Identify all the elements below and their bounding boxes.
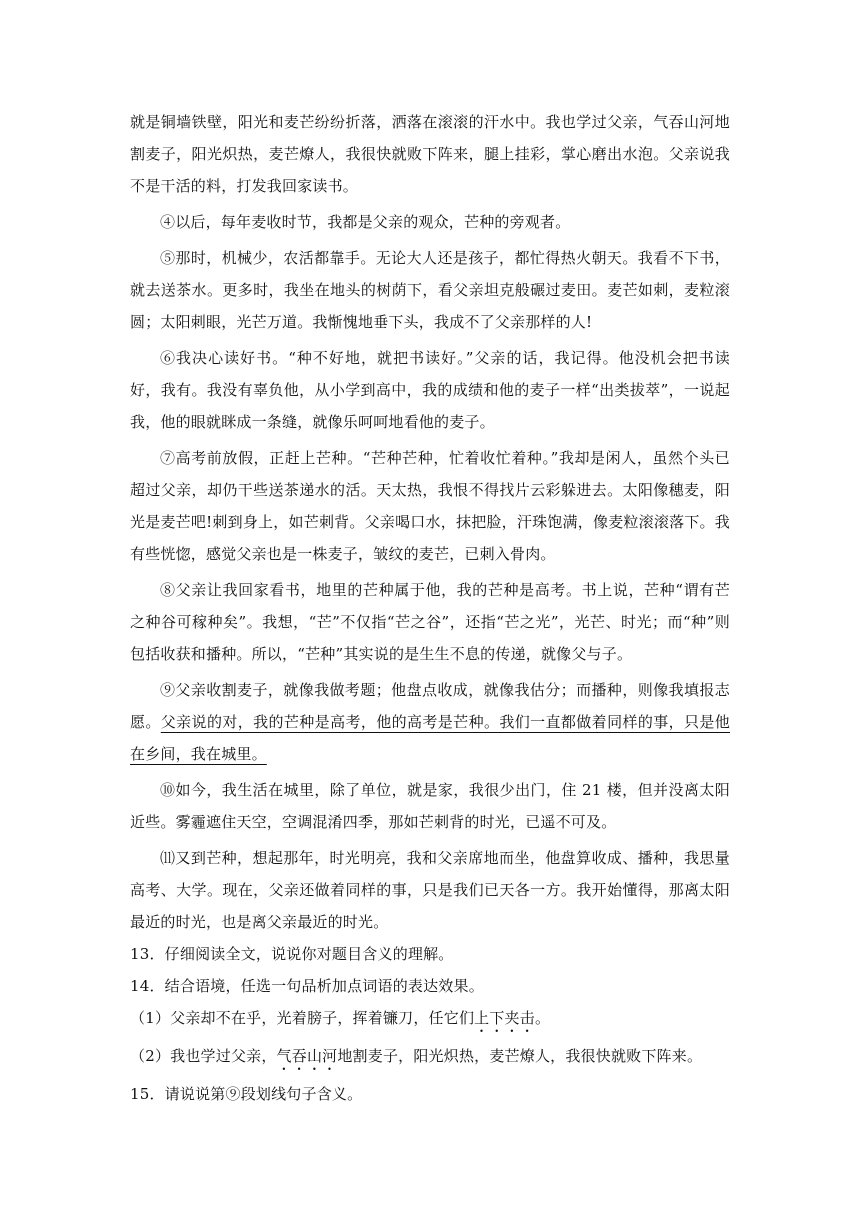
paragraph-8: ⑧父亲让我回家看书，地里的芒种属于他，我的芒种是高考。书上说，芒种“谓有芒之种谷可稼种矣”。我想，“芒”不仅指“芒之谷”，还指“芒之光”，光芒、时光；而“种”则包括收获和播种。所以，“芒种”其实说的是生生不息的传递，就像父与子。 bbox=[130, 581, 730, 663]
option-2-end: 地割麦子，阳光炽热，麦芒燎人，我很快就败下阵来。 bbox=[337, 1047, 703, 1065]
option-2-text: （2）我也学过父亲， bbox=[130, 1047, 277, 1065]
paragraph-4: ④以后，每年麦收时节，我都是父亲的观众，芒种的旁观者。 bbox=[160, 213, 571, 231]
option-1-text: （1）父亲却不在乎，光着膀子，挥着镰刀，任它们 bbox=[130, 1009, 475, 1027]
option-2-dotted-words: 气吞山河 bbox=[276, 1047, 338, 1065]
paragraph-11: ⑾又到芒种，想起那年，时光明亮，我和父亲席地而坐，他盘算收成、播种，我思量高考、大学。现在，父亲还做着同样的事，只是我们已天各一方。我开始懂得，那离太阳最近的时光，也是离父亲最近的时光。 bbox=[130, 849, 730, 931]
paragraph-7: ⑦高考前放假，正赶上芒种。“芒种芒种，忙着收忙着种。”我却是闲人，虽然个头已超过父亲，却仍干些送茶递水的活。天太热，我恨不得找片云彩躲进去。太阳像穗麦，阳光是麦芒吧!刺到身上，如芒刺背。父亲喝口水，抹把脸，汗珠饱满，像麦粒滚滚落下。我有些恍惚，感觉父亲也是一株麦子，皱纹的麦芒，已刺入骨肉。 bbox=[130, 449, 730, 563]
article-body bbox=[130, 106, 730, 1110]
paragraph-9 bbox=[130, 674, 730, 770]
option-1-dotted-words: 上下夹击 bbox=[474, 1009, 535, 1027]
paragraph-5: ⑤那时，机械少，农活都靠手。无论大人还是孩子，都忙得热火朝天。我看不下书，就去送茶水。更多时，我坐在地头的树荫下，看父亲坦克般碾过麦田。麦芒如刺，麦粒滚圆；太阳刺眼，光芒万道。我惭愧地垂下头，我成不了父亲那样的人! bbox=[130, 249, 730, 331]
question-14-option-2 bbox=[130, 1040, 730, 1074]
option-1-end: 。 bbox=[534, 1009, 551, 1027]
paragraph-continued: 就是铜墙铁壁，阳光和麦芒纷纷折落，洒落在滚滚的汗水中。我也学过父亲，气吞山河地割麦子，阳光炽热，麦芒燎人，我很快就败下阵来，腿上挂彩，掌心磨出水泡。父亲说我不是干活的料，打发我回家读书。 bbox=[130, 113, 730, 195]
paragraph-6: ⑥我决心读好书。“种不好地，就把书读好。”父亲的话，我记得。他没机会把书读好，我有。我没有辜负他，从小学到高中，我的成绩和他的麦子一样“出类拔萃”，一说起我，他的眼就眯成一条缝，就像乐呵呵地看他的麦子。 bbox=[130, 349, 730, 431]
question-13: 13．仔细阅读全文，说说你对题目含义的理解。 bbox=[130, 945, 454, 963]
question-14-option-1 bbox=[130, 1002, 730, 1036]
paragraph-10: ⑩如今，我生活在城里，除了单位，就是家，我很少出门，住 21 楼，但并没离太阳近些。雾霾遮住天空，空调混淆四季，那如芒刺背的时光，已遥不可及。 bbox=[130, 781, 730, 831]
paragraph-9-underlined-sentence: 父亲说的对，我的芒种是高考，他的高考是芒种。我们一直都做着同样的事，只是他在乡间，我在城里。 bbox=[130, 713, 730, 763]
question-15: 15．请说说第⑨段划线句子含义。 bbox=[130, 1085, 363, 1103]
paragraph-9-text: ⑨父亲收割麦子，就像我做考题；他盘点收成，就像我估分；而播种，则像我填报志愿。 bbox=[130, 681, 730, 731]
question-14: 14．结合语境，任选一句品析加点词语的表达效果。 bbox=[130, 977, 484, 995]
